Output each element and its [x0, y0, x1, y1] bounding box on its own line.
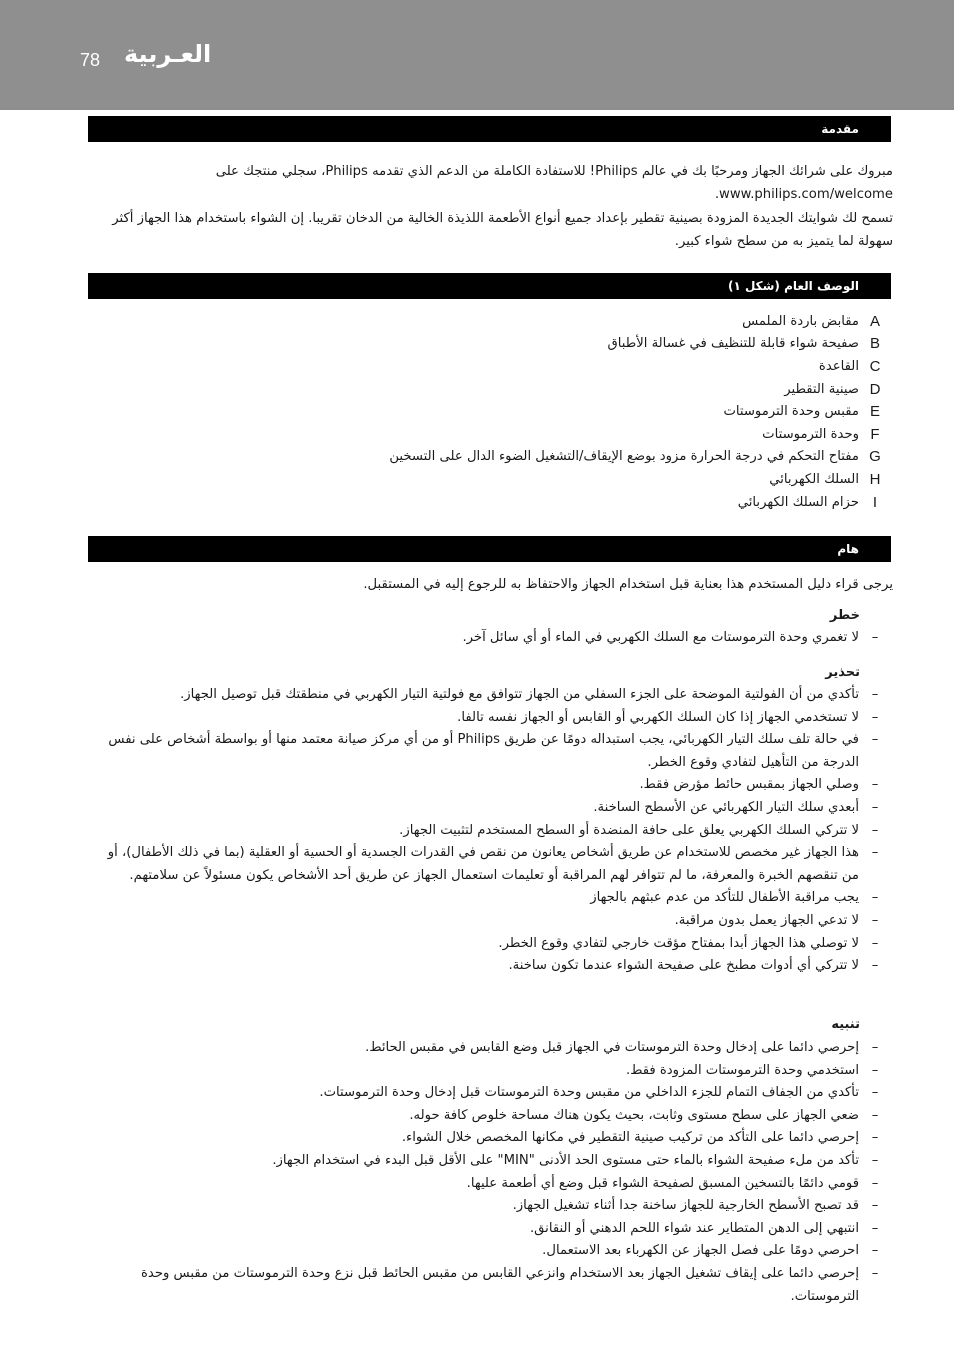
warning-item — [88, 707, 891, 730]
parts-list-item — [88, 333, 891, 356]
intro-paragraph-2: تسمح لك شوايتك الجديدة المزودة بصينية تقطير بإعداد جميع أنواع الأطعمة اللذيذة الخالية من الدخان تقريبا. إن الشواء باستخدام هذا الجهاز أكثر سهولة لما يتميز به من سطح شواء كبير. — [112, 211, 893, 249]
parts-list-item — [88, 310, 891, 333]
warning-item — [88, 887, 891, 910]
list-dash: – — [871, 1220, 879, 1236]
warning-item-text: لا تتركي السلك الكهربي يعلق على حافة المنضدة أو السطح المستخدم لتثبيت الجهاز. — [399, 822, 859, 838]
caution-item — [88, 1037, 891, 1060]
warning-item-text: تأكدي من أن الفولتية الموضحة على الجزء السفلي من الجهاز تتوافق مع فولتية التيار الكهربي في منطقتك قبل توصيل الجهاز. — [180, 687, 859, 702]
language-title: العـربية — [124, 40, 212, 68]
list-dash: – — [871, 1062, 879, 1078]
caution-item-text: قومي دائمًا بالتسخين المسبق لصفيحة الشواء قبل وضع أي أطعمة عليها. — [466, 1175, 859, 1191]
parts-list-item — [88, 355, 891, 378]
part-label: مقبس وحدة الترموستات — [723, 404, 859, 420]
list-dash: – — [871, 1107, 879, 1123]
parts-list-item — [88, 400, 891, 423]
warning-title: تحذير — [825, 665, 860, 680]
list-dash: – — [871, 687, 879, 702]
warning-list — [88, 684, 891, 978]
warning-item-text: يجب مراقبة الأطفال للتأكد من عدم عبثهم بالجهاز — [590, 890, 859, 906]
caution-item — [88, 1082, 891, 1105]
intro-paragraph-1: مبروك على شرائك الجهاز ومرحبًا بك في عالم Philips! للاستفادة الكاملة من الدعم الذي تقدمه Philips، سجلي منتجك على www.philips.com/welcome. — [215, 164, 893, 202]
caution-item-text: إحرصي دائما على إدخال وحدة الترموستات في الجهاز قبل وضع القابس في مقبس الحائط. — [365, 1040, 859, 1055]
list-dash: – — [871, 732, 879, 748]
list-dash: – — [871, 630, 879, 645]
warning-item-text: هذا الجهاز غير مخصص للاستخدام عن طريق أشخاص يعانون من نقص في القدرات الجسدية أو الحسية أو العقلية (بما في ذلك الأطفال)، أو من تنقصهم الخبرة والمعرفة، ما لم تتوافر لهم المراقبة أو تعليمات استعمال الجهاز عن طريق أحد الأشخاص يكون مسئولاً عن سلامتهم. — [107, 845, 859, 883]
list-dash: – — [871, 1265, 879, 1281]
part-label: السلك الكهربائي — [769, 471, 859, 487]
list-dash: – — [871, 935, 879, 951]
part-letter: A — [869, 312, 880, 330]
section-heading-important: هام — [88, 536, 891, 562]
list-dash: – — [871, 1130, 879, 1146]
list-dash: – — [871, 709, 879, 725]
danger-list — [88, 627, 891, 650]
caution-item-text: إحرصي دائما على التأكد من تركيب صينية التقطير في مكانها المخصص خلال الشواء. — [401, 1130, 859, 1146]
warning-item — [88, 797, 891, 820]
part-letter: B — [869, 335, 880, 353]
list-dash: – — [871, 912, 879, 928]
parts-list-item — [88, 423, 891, 446]
caution-item-text: انتبهي إلى الدهن المتطاير عند شواء اللحم الدهني أو النقانق. — [529, 1220, 859, 1236]
warning-item-text: لا تستخدمي الجهاز إذا كان السلك الكهربي أو القابس أو الجهاز نفسه تالفا. — [457, 709, 859, 725]
caution-item-text: قد تصبح الأسطح الخارجية للجهاز ساخنة جدا أثناء تشغيل الجهاز. — [512, 1198, 859, 1214]
important-intro: يرجى قراء دليل المستخدم هذا بعناية قبل استخدام الجهاز والاحتفاظ به للرجوع إليه في المستقبل. — [363, 577, 893, 592]
caution-list — [88, 1037, 891, 1308]
part-label: صفيحة شواء قابلة للتنظيف في غسالة الأطباق — [607, 336, 859, 352]
caution-title: تنبيه — [831, 1017, 860, 1032]
part-letter: H — [869, 470, 881, 488]
part-label: مقابض باردة الملمس — [742, 313, 859, 329]
part-letter: G — [869, 448, 881, 466]
caution-item — [88, 1263, 891, 1308]
list-dash: – — [871, 1152, 879, 1168]
warning-item — [88, 955, 891, 978]
caution-item-text: تأكد من ملء صفيحة الشواء بالماء حتى مستوى الحد الأدنى "MIN" على الأقل قبل البدء في استخدام الجهاز. — [272, 1152, 859, 1168]
caution-item-text: تأكدي من الجفاف التمام للجزء الداخلي من مقبس وحدة الترموستات قبل إدخال وحدة الترموستات. — [319, 1085, 859, 1101]
caution-item — [88, 1240, 891, 1263]
warning-item — [88, 684, 891, 707]
list-dash: – — [871, 1175, 879, 1191]
list-dash: – — [871, 799, 879, 815]
page-number: 78 — [80, 50, 101, 70]
parts-list-item — [88, 468, 891, 491]
parts-list-item — [88, 446, 891, 469]
part-label: حزام السلك الكهربائي — [737, 494, 859, 510]
part-letter: E — [869, 403, 880, 421]
caution-item — [88, 1195, 891, 1218]
warning-item — [88, 774, 891, 797]
list-dash: – — [871, 1040, 879, 1055]
list-dash: – — [871, 777, 879, 793]
caution-item-text: استخدمي وحدة الترموستات المزودة فقط. — [626, 1062, 859, 1078]
warning-item-text: لا تدعي الجهاز يعمل بدون مراقبة. — [674, 912, 859, 928]
warning-item — [88, 910, 891, 933]
warning-item-text: لا تتركي أي أدوات مطبخ على صفيحة الشواء عندما تكون ساخنة. — [508, 958, 859, 974]
danger-item — [88, 627, 891, 650]
part-letter: D — [869, 380, 881, 398]
section-heading-description: الوصف العام (شكل ١) — [88, 273, 891, 299]
caution-item — [88, 1150, 891, 1173]
danger-item-text: لا تغمري وحدة الترموستات مع السلك الكهربي في الماء أو أي سائل آخر. — [462, 630, 859, 645]
caution-item — [88, 1060, 891, 1083]
warning-item — [88, 820, 891, 843]
part-letter: C — [869, 357, 881, 375]
parts-list-item — [88, 491, 891, 514]
warning-item — [88, 933, 891, 956]
caution-item-text: إحرصي دائما على إيقاف تشغيل الجهاز بعد الاستخدام وانزعي القابس من مقبس الحائط قبل نزع وحدة الترموستات من مقبس وحدة الترموستات. — [141, 1265, 859, 1304]
header-band — [0, 0, 954, 110]
warning-item-text: وصلي الجهاز بمقبس حائط مؤرض فقط. — [639, 777, 859, 793]
part-label: وحدة الترموستات — [762, 426, 859, 442]
section-heading-intro: مقدمة — [88, 116, 891, 142]
list-dash: – — [871, 1085, 879, 1101]
part-label: مفتاح التحكم في درجة الحرارة مزود بوضع الإيقاف/التشغيل الضوء الدال على التسخين — [389, 449, 859, 465]
part-letter: F — [870, 425, 880, 443]
caution-item — [88, 1127, 891, 1150]
part-label: القاعدة — [818, 358, 859, 374]
list-dash: – — [871, 822, 879, 838]
warning-item-text: لا توصلي هذا الجهاز أبدا بمفتاح مؤقت خارجي لتفادي وقوع الخطر. — [498, 935, 859, 951]
list-dash: – — [871, 845, 879, 861]
list-dash: – — [871, 890, 879, 906]
list-dash: – — [871, 958, 879, 974]
warning-item-text: في حالة تلف سلك التيار الكهربائي، يجب استبداله دومًا عن طريق Philips أو من أي مركز صيانة معتمد منها أو بواسطة أشخاص على نفس الدرجة من التأهيل لتفادي وقوع الخطر. — [108, 732, 859, 770]
caution-item-text: احرصي دومًا على فصل الجهاز عن الكهرباء بعد الاستعمال. — [542, 1243, 859, 1259]
caution-item — [88, 1218, 891, 1241]
warning-item — [88, 729, 891, 774]
warning-item-text: أبعدي سلك التيار الكهربائي عن الأسطح الساخنة. — [593, 799, 859, 815]
list-dash: – — [871, 1198, 879, 1214]
part-label: صينية التقطير — [784, 381, 859, 397]
list-dash: – — [871, 1243, 879, 1259]
caution-item — [88, 1173, 891, 1196]
caution-item — [88, 1105, 891, 1128]
parts-list — [88, 310, 891, 513]
parts-list-item — [88, 378, 891, 401]
warning-item — [88, 842, 891, 887]
caution-item-text: ضعي الجهاز على سطح مستوى وثابت، بحيث يكون هناك مساحة خلوص كافة حوله. — [409, 1107, 859, 1123]
part-letter: I — [872, 493, 878, 511]
danger-title: خطر — [829, 608, 860, 623]
